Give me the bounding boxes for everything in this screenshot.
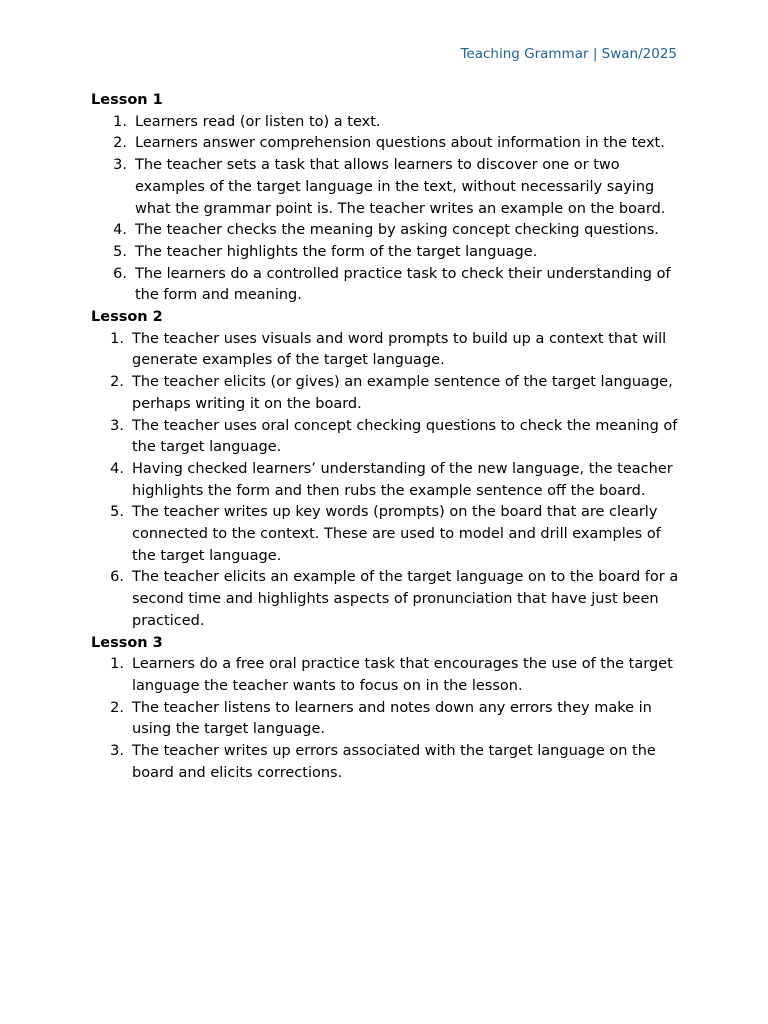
list-item-text: Learners do a free oral practice task that encourages the use of the target language the teacher wants to focus on in the lesson. [132, 656, 673, 694]
list-item [91, 741, 681, 784]
list-number: 3. [113, 157, 127, 174]
list-number: 1. [113, 113, 127, 130]
list-item-text: Having checked learners’ understanding of the new language, the teacher highlights the form and then rubs the example sentence off the board. [132, 460, 673, 499]
list-item [91, 329, 681, 372]
list-number: 2. [110, 699, 124, 716]
list-item [91, 155, 681, 220]
list-number: 6. [113, 265, 127, 282]
list-item [91, 220, 681, 242]
list-number: 1. [110, 656, 124, 673]
lesson-1-title: Lesson 1 [91, 92, 163, 108]
list-number: 2. [110, 374, 124, 391]
list-item [91, 459, 681, 502]
list-number: 5. [110, 504, 124, 521]
list-number: 4. [110, 460, 124, 477]
list-item-text: The learners do a controlled practice task to check their understanding of the form and meaning. [135, 265, 671, 304]
list-item [91, 567, 681, 632]
page-header: Teaching Grammar | Swan/2025 [460, 46, 677, 62]
list-item-text: The teacher writes up key words (prompts) on the board that are clearly connected to the context. These are used to model and drill examples of the target language. [132, 504, 661, 564]
list-number: 5. [113, 243, 127, 260]
list-number: 6. [110, 569, 124, 586]
list-item [91, 112, 681, 134]
list-item [91, 264, 681, 307]
list-number: 1. [110, 330, 124, 347]
lesson-3-list [91, 654, 681, 784]
lesson-1-list [91, 112, 681, 307]
list-item-text: The teacher elicits an example of the target language on to the board for a second time and highlights aspects of pronunciation that have just been practiced. [132, 569, 679, 629]
list-item-text: The teacher writes up errors associated with the target language on the board and elicits corrections. [132, 743, 656, 781]
lesson-3-title: Lesson 3 [91, 634, 163, 651]
list-item-text: The teacher sets a task that allows learners to discover one or two examples of the target language in the text, without necessarily saying what the grammar point is. The teacher writes an example on the board. [135, 157, 666, 217]
list-item-text: The teacher listens to learners and notes down any errors they make in using the target language. [132, 699, 652, 738]
list-item [91, 133, 681, 155]
list-item-text: The teacher uses oral concept checking questions to check the meaning of the target language. [132, 417, 678, 456]
list-number: 2. [113, 135, 127, 152]
list-item-text: The teacher elicits (or gives) an example sentence of the target language, perhaps writing it on the board. [132, 374, 673, 412]
list-item-text: The teacher highlights the form of the target language. [135, 243, 538, 260]
list-number: 4. [113, 222, 127, 239]
list-item-text: Learners answer comprehension questions about information in the text. [135, 135, 665, 152]
list-number: 3. [110, 417, 124, 434]
lesson-2-title: Lesson 2 [91, 309, 163, 326]
list-item [91, 502, 681, 567]
list-number: 3. [110, 743, 124, 760]
list-item [91, 654, 681, 697]
list-item-text: Learners read (or listen to) a text. [135, 113, 381, 130]
list-item-text: The teacher checks the meaning by asking concept checking questions. [135, 222, 659, 239]
list-item [91, 372, 681, 415]
list-item-text: The teacher uses visuals and word prompts to build up a context that will generate examples of the target language. [132, 330, 667, 369]
document-body [91, 90, 681, 785]
lesson-2-list [91, 329, 681, 633]
list-item [91, 416, 681, 459]
list-item [91, 698, 681, 741]
list-item [91, 242, 681, 264]
